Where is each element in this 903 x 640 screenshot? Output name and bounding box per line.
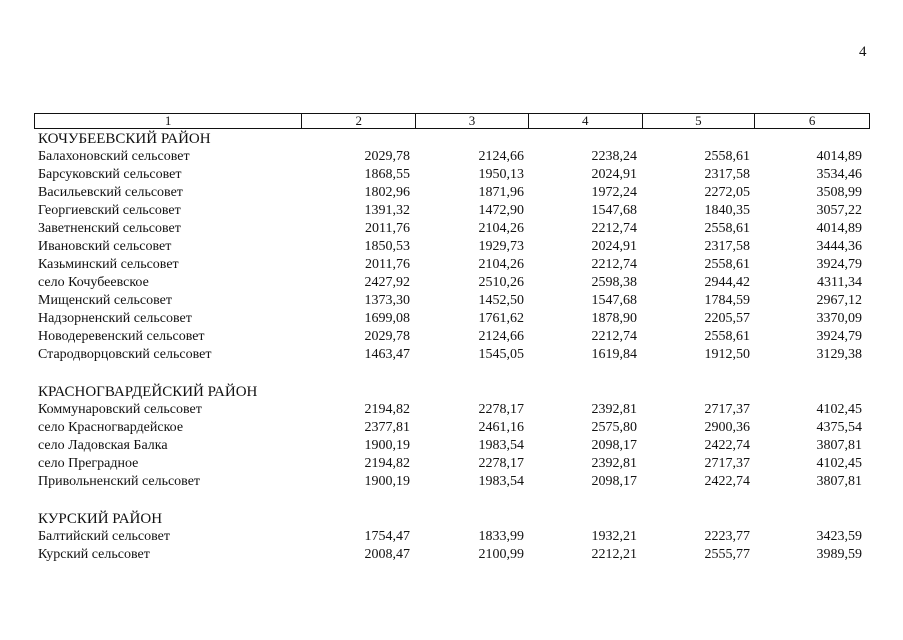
table-row [38, 256, 868, 274]
cell-value: 2194,82 [364, 402, 410, 417]
row-name: Барсуковский сельсовет [38, 167, 182, 182]
cell-value: 1472,90 [478, 203, 524, 218]
cell-value: 1373,30 [364, 293, 410, 308]
cell-value: 2278,17 [478, 402, 524, 417]
cell-value: 2011,76 [365, 221, 410, 236]
row-name: село Кочубеевское [38, 275, 149, 290]
row-name: Курский сельсовет [38, 547, 150, 562]
cell-value: 4375,54 [816, 420, 862, 435]
cell-value: 1391,32 [364, 203, 410, 218]
table-row [38, 401, 868, 419]
row-name: Коммунаровский сельсовет [38, 402, 202, 417]
table-row [38, 202, 868, 220]
cell-value: 1699,08 [364, 311, 410, 326]
cell-value: 1850,53 [364, 239, 410, 254]
row-name: Заветненский сельсовет [38, 221, 181, 236]
cell-value: 2008,47 [364, 547, 410, 562]
cell-value: 1802,96 [364, 185, 410, 200]
cell-value: 3989,59 [816, 547, 862, 562]
cell-value: 2098,17 [591, 438, 637, 453]
cell-value: 2212,74 [591, 257, 637, 272]
table-row [38, 346, 868, 364]
cell-value: 1983,54 [478, 474, 524, 489]
cell-value: 1983,54 [478, 438, 524, 453]
cell-value: 2422,74 [704, 438, 750, 453]
cell-value: 2272,05 [704, 185, 750, 200]
cell-value: 2024,91 [591, 167, 637, 182]
cell-value: 3423,59 [816, 529, 862, 544]
cell-value: 2212,74 [591, 221, 637, 236]
header-col-6: 6 [808, 113, 816, 128]
header-col-4: 4 [529, 114, 643, 128]
cell-value: 2427,92 [364, 275, 410, 290]
table-row [38, 437, 868, 455]
cell-value: 3057,22 [816, 203, 862, 218]
cell-value: 1900,19 [364, 474, 410, 489]
cell-value: 2558,61 [704, 329, 750, 344]
row-name: Новодеревенский сельсовет [38, 329, 205, 344]
cell-value: 2422,74 [704, 474, 750, 489]
cell-value: 2011,76 [365, 257, 410, 272]
cell-value: 2194,82 [364, 456, 410, 471]
cell-value: 2124,66 [478, 149, 524, 164]
cell-value: 3508,99 [816, 185, 862, 200]
table-row [38, 274, 868, 292]
cell-value: 2098,17 [591, 474, 637, 489]
row-name: Балахоновский сельсовет [38, 149, 190, 164]
cell-value: 2392,81 [591, 456, 637, 471]
cell-value: 2205,57 [704, 311, 750, 326]
section-title: КОЧУБЕЕВСКИЙ РАЙОН [38, 131, 211, 147]
cell-value: 2124,66 [478, 329, 524, 344]
table-row [38, 148, 868, 166]
table-row [38, 528, 868, 546]
cell-value: 1840,35 [704, 203, 750, 218]
table-row [38, 473, 868, 491]
cell-value: 1912,50 [704, 347, 750, 362]
cell-value: 2717,37 [704, 402, 750, 417]
cell-value: 2212,74 [591, 329, 637, 344]
cell-value: 2967,12 [816, 293, 862, 308]
cell-value: 2024,91 [591, 239, 637, 254]
cell-value: 2392,81 [591, 402, 637, 417]
header-col-1: 1 [35, 114, 302, 128]
cell-value: 2900,36 [704, 420, 750, 435]
header-col-2: 2 [302, 114, 416, 128]
table-row [38, 328, 868, 346]
cell-value: 2575,80 [591, 420, 637, 435]
cell-value: 1833,99 [478, 529, 524, 544]
cell-value: 3370,09 [816, 311, 862, 326]
table-row [38, 166, 868, 184]
table-row [38, 184, 868, 202]
row-name: Казьминский сельсовет [38, 257, 179, 272]
cell-value: 1452,50 [478, 293, 524, 308]
cell-value: 4014,89 [816, 149, 862, 164]
cell-value: 3807,81 [816, 474, 862, 489]
page-number: 4 [859, 44, 867, 60]
section-title: КУРСКИЙ РАЙОН [38, 511, 163, 527]
cell-value: 1754,47 [364, 529, 410, 544]
cell-value: 1929,73 [478, 239, 524, 254]
row-name: село Красногвардейское [38, 420, 184, 435]
cell-value: 2223,77 [704, 529, 750, 544]
cell-value: 1463,47 [364, 347, 410, 362]
table-row [38, 238, 868, 256]
table-row [38, 419, 868, 437]
cell-value: 1878,90 [591, 311, 637, 326]
cell-value: 2461,16 [478, 420, 524, 435]
cell-value: 2104,26 [478, 257, 524, 272]
cell-value: 3807,81 [816, 438, 862, 453]
cell-value: 1868,55 [364, 167, 410, 182]
cell-value: 1761,62 [478, 311, 524, 326]
cell-value: 2555,77 [704, 547, 750, 562]
cell-value: 2558,61 [704, 221, 750, 236]
cell-value: 4014,89 [816, 221, 862, 236]
table-row [38, 455, 868, 473]
cell-value: 3924,79 [816, 257, 862, 272]
cell-value: 2029,78 [364, 149, 410, 164]
cell-value: 2377,81 [364, 420, 410, 435]
cell-value: 1547,68 [591, 293, 637, 308]
cell-value: 2944,42 [704, 275, 750, 290]
cell-value: 3129,38 [816, 347, 862, 362]
row-name: село Ладовская Балка [38, 438, 168, 453]
table-row [38, 220, 868, 238]
cell-value: 1784,59 [704, 293, 750, 308]
cell-value: 1972,24 [591, 185, 637, 200]
cell-value: 2104,26 [478, 221, 524, 236]
cell-value: 2317,58 [704, 239, 750, 254]
table-row [38, 310, 868, 328]
section-title: КРАСНОГВАРДЕЙСКИЙ РАЙОН [38, 384, 258, 400]
header-col-5: 5 [643, 114, 756, 128]
row-name: село Преградное [38, 456, 139, 471]
cell-value: 2510,26 [478, 275, 524, 290]
cell-value: 1900,19 [364, 438, 410, 453]
cell-value: 1545,05 [478, 347, 524, 362]
cell-value: 1932,21 [591, 529, 637, 544]
cell-value: 4311,34 [817, 275, 862, 290]
cell-value: 1950,13 [478, 167, 524, 182]
cell-value: 2212,21 [591, 547, 637, 562]
cell-value: 1619,84 [591, 347, 637, 362]
row-name: Балтийский сельсовет [38, 529, 171, 544]
cell-value: 1547,68 [591, 203, 637, 218]
row-name: Васильевский сельсовет [38, 185, 183, 200]
cell-value: 3444,36 [816, 239, 862, 254]
cell-value: 2278,17 [478, 456, 524, 471]
cell-value: 2717,37 [704, 456, 750, 471]
table-row [38, 546, 868, 564]
row-name: Георгиевский сельсовет [38, 203, 181, 218]
table-header [34, 113, 870, 129]
row-name: Привольненский сельсовет [38, 474, 201, 489]
row-name: Мищенский сельсовет [38, 293, 172, 308]
cell-value: 1871,96 [478, 185, 524, 200]
cell-value: 2558,61 [704, 149, 750, 164]
cell-value: 2558,61 [704, 257, 750, 272]
cell-value: 2029,78 [364, 329, 410, 344]
cell-value: 4102,45 [816, 402, 862, 417]
cell-value: 3924,79 [816, 329, 862, 344]
table-row [38, 292, 868, 310]
cell-value: 3534,46 [816, 167, 862, 182]
cell-value: 2598,38 [591, 275, 637, 290]
header-col-3: 3 [416, 114, 529, 128]
cell-value: 2238,24 [591, 149, 637, 164]
row-name: Надзорненский сельсовет [38, 311, 192, 326]
cell-value: 4102,45 [816, 456, 862, 471]
cell-value: 2100,99 [478, 547, 524, 562]
row-name: Стародворцовский сельсовет [38, 347, 212, 362]
cell-value: 2317,58 [704, 167, 750, 182]
row-name: Ивановский сельсовет [38, 239, 172, 254]
